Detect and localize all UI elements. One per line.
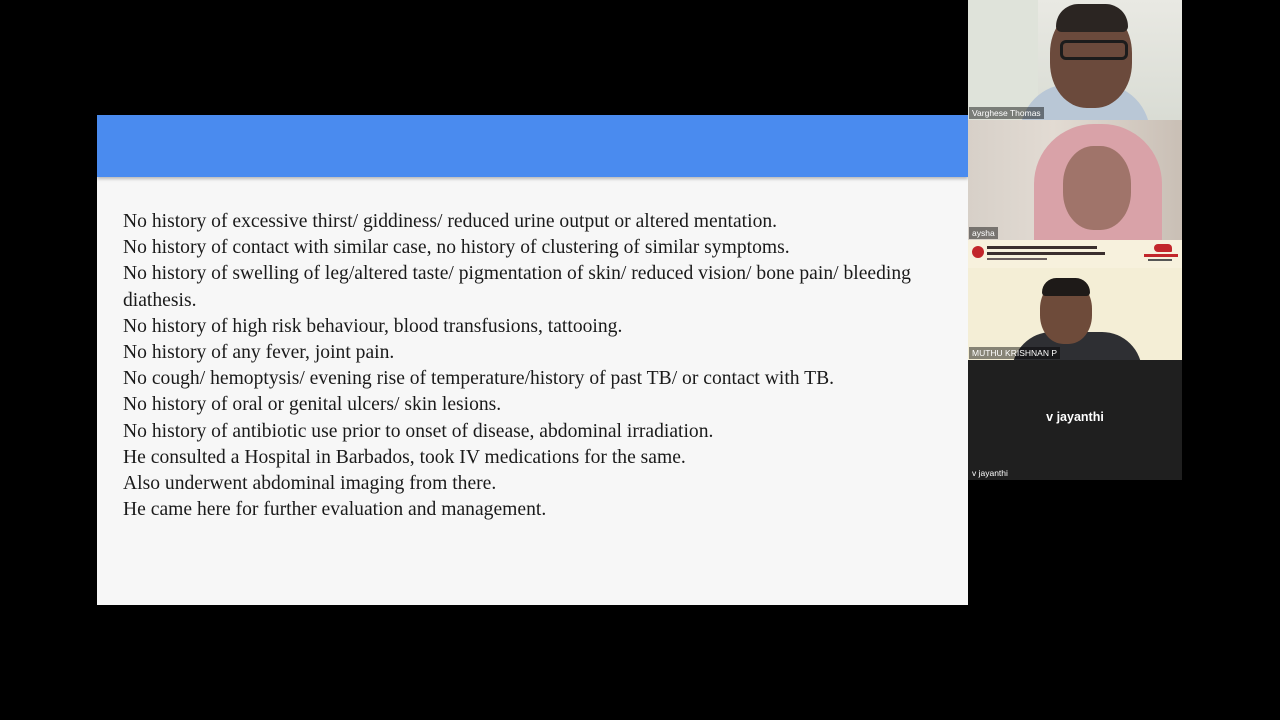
slide-text — [123, 209, 953, 523]
slide-line: Also underwent abdominal imaging from there. — [123, 473, 497, 495]
participant-name-label: v jayanthi — [972, 468, 1008, 478]
slide-line: No history of antibiotic use prior to onset of disease, abdominal irradiation. — [123, 420, 714, 442]
slide-line: No history of swelling of leg/altered taste/ pigmentation of skin/ reduced vision/ bone pain/ bleeding diathesis. — [123, 263, 911, 311]
haematocon-logo-icon — [1144, 244, 1178, 262]
participant-tile-varghese-thomas[interactable] — [968, 0, 1182, 120]
participant-name-label: MUTHU KRISHNAN P — [969, 347, 1060, 359]
participant-tile-muthu-krishnan[interactable] — [968, 240, 1182, 360]
slide-line: He consulted a Hospital in Barbados, took IV medications for the same. — [123, 446, 686, 468]
participant-hair — [1056, 4, 1128, 32]
slide-line: No history of high risk behaviour, blood transfusions, tattooing. — [123, 315, 623, 337]
slide-line: No history of oral or genital ulcers/ skin lesions. — [123, 394, 502, 416]
slide-line: No cough/ hemoptysis/ evening rise of temperature/history of past TB/ or contact with TB. — [123, 368, 835, 390]
glasses — [1060, 40, 1128, 60]
slide-line: He came here for further evaluation and management. — [123, 499, 547, 521]
participant-tile-v-jayanthi[interactable] — [968, 360, 1182, 480]
participant-hair — [1042, 278, 1090, 296]
participant-tile-aysha[interactable] — [968, 120, 1182, 240]
conference-logo-icon — [972, 246, 984, 258]
slide-header-bar — [97, 115, 968, 177]
background-door — [968, 0, 1038, 120]
participant-name-label: Varghese Thomas — [969, 107, 1044, 119]
slide-line: No history of contact with similar case, no history of clustering of similar symptoms. — [123, 237, 790, 259]
banner-text-line — [987, 246, 1097, 249]
slide-line: No history of any fever, joint pain. — [123, 342, 395, 364]
participant-face — [1063, 146, 1131, 230]
slide-line: No history of excessive thirst/ giddiness/ reduced urine output or altered mentation. — [123, 211, 778, 232]
participant-name-label: aysha — [969, 227, 998, 239]
banner-text-line — [987, 258, 1047, 260]
banner-text-line — [987, 252, 1105, 255]
shared-slide — [97, 115, 968, 605]
participant-panel — [968, 0, 1182, 480]
participant-display-name: v jayanthi — [1046, 410, 1104, 424]
